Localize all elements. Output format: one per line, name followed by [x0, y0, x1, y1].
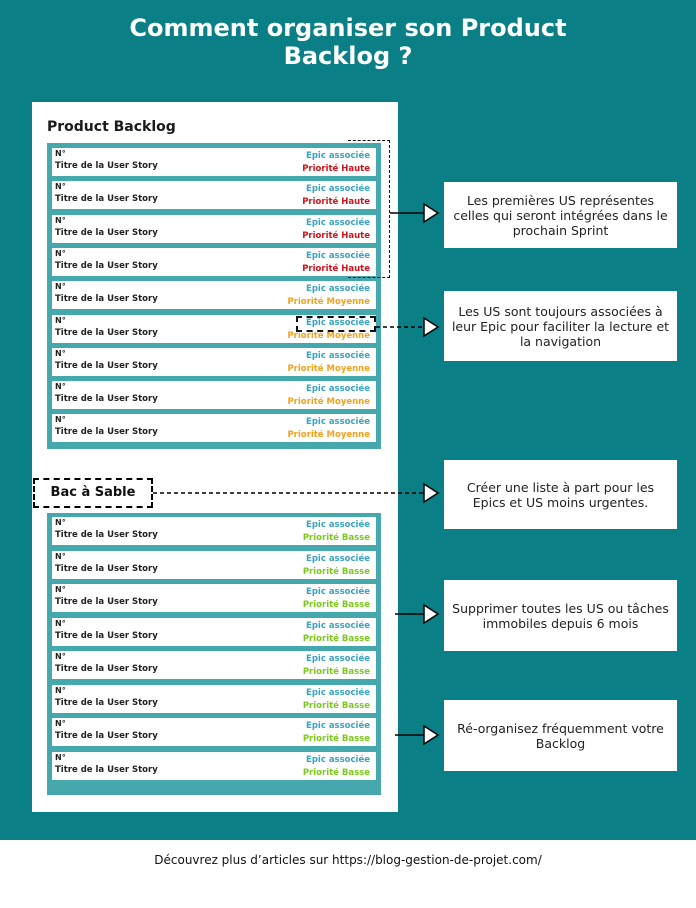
user-story-title: Titre de la User Story [55, 731, 158, 741]
priority-label: Priorité Basse [302, 700, 370, 711]
user-story-title: Titre de la User Story [55, 530, 158, 540]
user-story-number: N° [55, 415, 66, 425]
user-story-title: Titre de la User Story [55, 294, 158, 305]
user-story-number: N° [55, 551, 66, 561]
user-story-title: Titre de la User Story [55, 563, 158, 574]
user-story-number: N° [55, 618, 66, 628]
priority-label: Priorité Haute [302, 263, 370, 274]
user-story-card [52, 551, 376, 579]
title-line-1: Comment organiser son Product [129, 14, 567, 42]
high-priority-highlight [348, 140, 390, 278]
priority-label: Priorité Moyenne [287, 330, 370, 341]
user-story-number: N° [55, 518, 66, 527]
priority-label: Priorité Haute [302, 197, 370, 208]
user-story-card [52, 651, 376, 679]
user-story-title: Titre de la User Story [55, 161, 158, 171]
user-story-title: Titre de la User Story [55, 227, 158, 238]
priority-label: Priorité Moyenne [287, 363, 370, 374]
user-story-card [52, 718, 376, 746]
user-story-card [52, 181, 376, 209]
priority-label: Priorité Haute [302, 164, 370, 174]
user-story-card [52, 148, 376, 176]
priority-label: Priorité Basse [302, 667, 370, 677]
user-story-title: Titre de la User Story [55, 360, 158, 371]
priority-label: Priorité Moyenne [287, 297, 370, 308]
priority-label: Priorité Basse [302, 734, 370, 744]
user-story-title: Titre de la User Story [55, 630, 158, 641]
epic-label: Epic associée [306, 250, 370, 261]
priority-label: Priorité Basse [302, 767, 370, 778]
user-story-card [52, 685, 376, 713]
user-story-card [52, 517, 376, 545]
user-story-card [52, 248, 376, 276]
callout-epic: Les US sont toujours associées à leur Epic pour faciliter la lecture et la navigation [444, 291, 677, 361]
priority-label: Priorité Moyenne [287, 397, 370, 408]
epic-label: Epic associée [306, 587, 370, 597]
user-story-number: N° [55, 719, 66, 728]
callout-delete: Supprimer toutes les US ou tâches immobiles depuis 6 mois [444, 580, 677, 651]
user-story-number: N° [55, 652, 66, 661]
priority-label: Priorité Moyenne [287, 430, 370, 441]
user-story-card [52, 215, 376, 243]
user-story-card [52, 584, 376, 612]
user-story-card [52, 414, 376, 442]
user-story-title: Titre de la User Story [55, 597, 158, 607]
user-story-number: N° [55, 685, 66, 695]
epic-label: Epic associée [306, 754, 370, 765]
epic-label: Epic associée [306, 350, 370, 361]
user-story-title: Titre de la User Story [55, 394, 158, 405]
user-story-card [52, 381, 376, 409]
epic-highlight [296, 316, 376, 332]
priority-label: Priorité Basse [302, 566, 370, 577]
user-story-card [52, 752, 376, 780]
user-story-title: Titre de la User Story [55, 664, 158, 674]
user-story-number: N° [55, 149, 66, 158]
epic-label: Epic associée [306, 417, 370, 428]
user-story-title: Titre de la User Story [55, 697, 158, 708]
user-story-title: Titre de la User Story [55, 260, 158, 271]
user-story-number: N° [55, 215, 66, 225]
callout-sprint: Les premières US représentes celles qui seront intégrées dans le prochain Sprint [444, 182, 677, 248]
epic-label: Epic associée [306, 151, 370, 161]
epic-label: Epic associée [306, 520, 370, 530]
priority-label: Priorité Haute [302, 230, 370, 241]
sandbox-heading: Bac à Sable [33, 478, 153, 508]
callout-sandbox: Créer une liste à part pour les Epics et US moins urgentes. [444, 460, 677, 529]
epic-label: Epic associée [306, 184, 370, 195]
user-story-card [52, 618, 376, 646]
page-title [0, 14, 696, 70]
user-story-number: N° [55, 585, 66, 594]
user-story-number: N° [55, 348, 66, 358]
user-story-number: N° [55, 282, 66, 292]
priority-label: Priorité Basse [302, 533, 370, 543]
epic-label: Epic associée [306, 654, 370, 664]
user-story-card [52, 348, 376, 376]
epic-label: Epic associée [306, 620, 370, 631]
user-story-number: N° [55, 182, 66, 192]
footer-link-text: Découvrez plus d’articles sur https://blog-gestion-de-projet.com/ [154, 853, 542, 867]
user-story-title: Titre de la User Story [55, 427, 158, 438]
epic-label: Epic associée [306, 217, 370, 228]
user-story-title: Titre de la User Story [55, 194, 158, 205]
epic-label: Epic associée [306, 317, 370, 328]
epic-label: Epic associée [306, 687, 370, 698]
epic-label: Epic associée [306, 553, 370, 564]
priority-label: Priorité Basse [302, 600, 370, 610]
user-story-title: Titre de la User Story [55, 327, 158, 338]
user-story-number: N° [55, 315, 66, 325]
title-line-2: Backlog ? [283, 42, 413, 70]
user-story-title: Titre de la User Story [55, 764, 158, 775]
epic-label: Epic associée [306, 384, 370, 395]
priority-label: Priorité Basse [302, 633, 370, 644]
user-story-number: N° [55, 248, 66, 258]
user-story-number: N° [55, 382, 66, 392]
epic-label: Epic associée [306, 721, 370, 731]
product-backlog-heading: Product Backlog [47, 119, 176, 135]
callout-reorganize: Ré-organisez fréquemment votre Backlog [444, 700, 677, 771]
user-story-number: N° [55, 752, 66, 762]
user-story-card [52, 281, 376, 309]
epic-label: Epic associée [306, 284, 370, 295]
